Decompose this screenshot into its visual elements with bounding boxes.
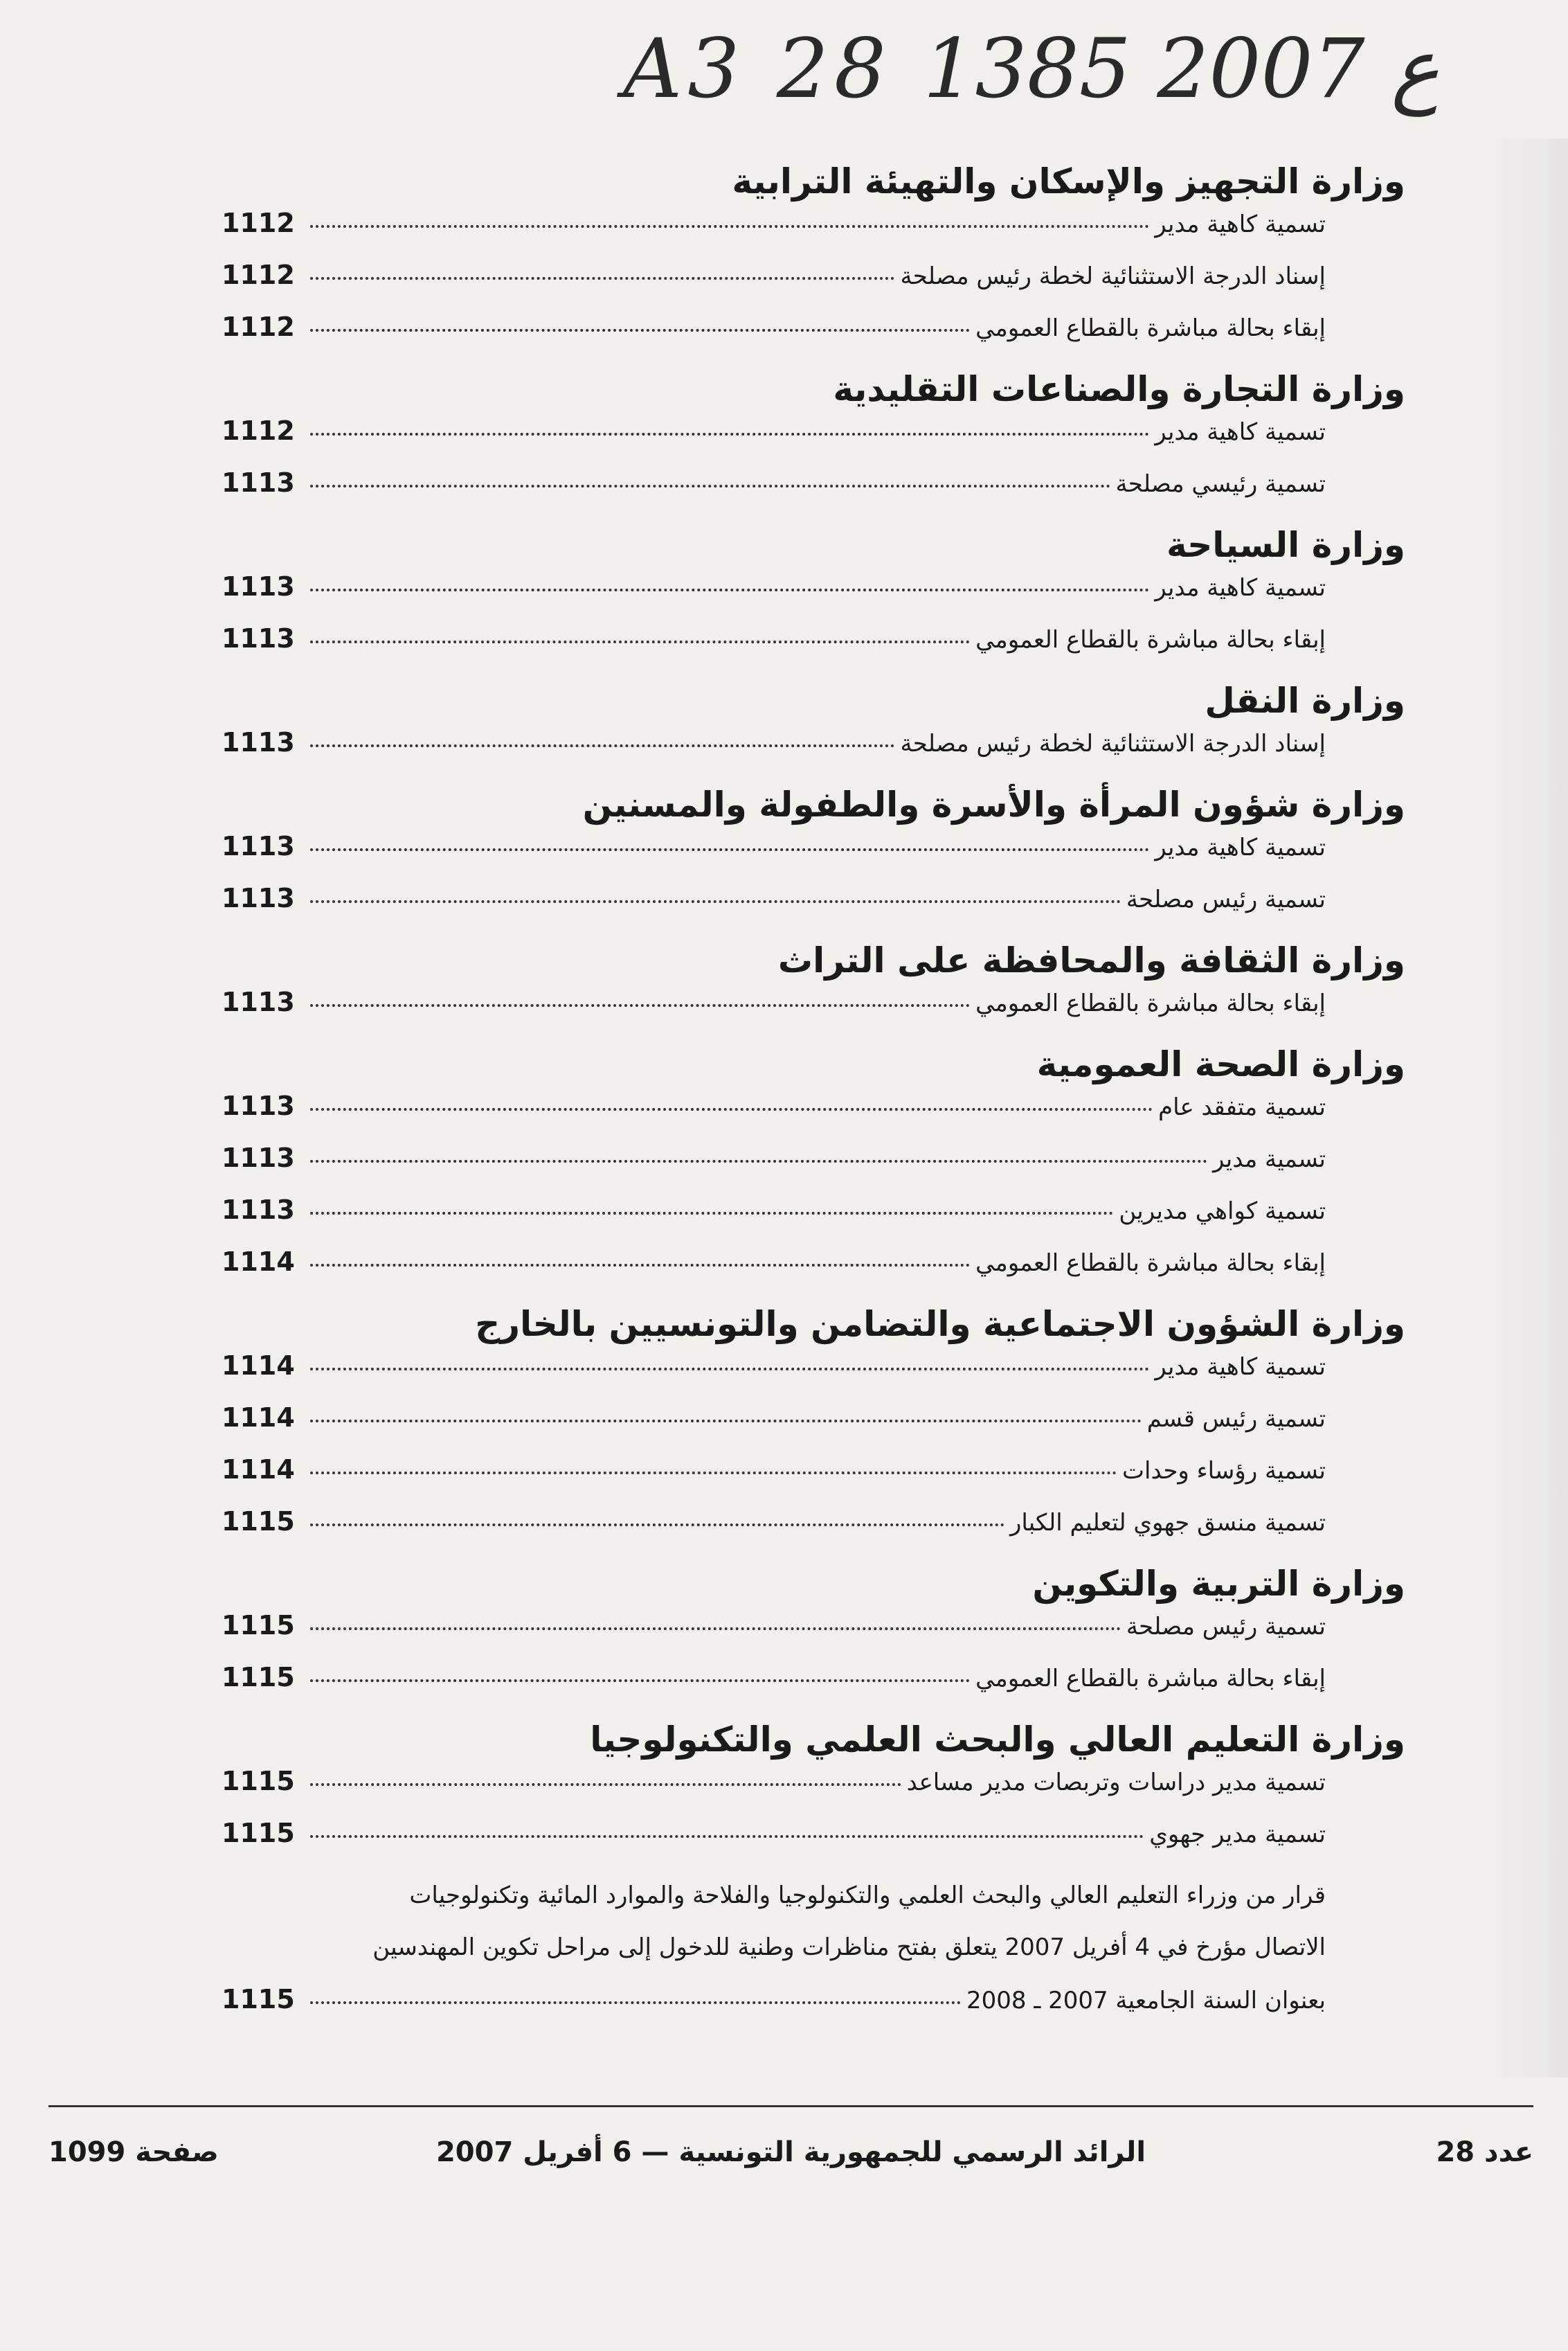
entry-page-number: 1113 [222,987,295,1017]
handwritten-note: A3 28 ع 2007 1385 [623,21,1440,116]
toc-entry [222,1662,1405,1714]
entry-text: تسمية مدير [1212,1145,1326,1173]
toc-entry [222,1246,1405,1298]
entry-page-number: 1115 [222,1818,295,1848]
entry-text: تسمية رئيس مصلحة [1126,1613,1326,1641]
ministry-heading: وزارة الثقافة والمحافظة على التراث [777,940,1405,981]
entry-page-number: 1113 [222,467,295,498]
toc-entry [222,1766,1405,1818]
toc-entry [222,1454,1405,1506]
decree-entry [222,1870,1405,2027]
entry-page-number: 1112 [222,260,295,290]
dot-leader [310,433,1149,436]
entry-text: تسمية كاهية مدير [1155,211,1326,238]
ministry-heading: وزارة الشؤون الاجتماعية والتضامن والتونسيين بالخارج [475,1304,1405,1344]
entry-page-number: 1114 [222,1454,295,1485]
entry-page-number: 1114 [222,1350,295,1381]
dot-leader [310,1264,970,1267]
entry-page-number: 1115 [222,1662,295,1692]
dot-leader [310,1160,1207,1163]
entry-page-number: 1113 [222,883,295,913]
entry-page-number: 1113 [222,1143,295,1173]
ministry-heading: وزارة الصحة العمومية [1036,1044,1405,1084]
toc-entry [222,883,1405,935]
decree-text-line: الاتصال مؤرخ في 4 أفريل 2007 يتعلق بفتح مناظرات وطنية للدخول إلى مراحل تكوين المهندسين [372,1933,1326,1961]
entry-page-number: 1113 [222,1091,295,1121]
toc-entry [222,1610,1405,1662]
decree-text-line: بعنوان السنة الجامعية 2007 ـ 2008 [966,1987,1326,2014]
dot-leader [310,1523,1004,1526]
dot-leader [310,1783,901,1786]
dot-leader [310,1368,1149,1370]
entry-page-number: 1112 [222,415,295,446]
toc-entry [222,1091,1405,1143]
ministry-heading: وزارة النقل [1205,681,1405,721]
toc-entry [222,415,1405,467]
page-number: صفحة 1099 [48,2136,219,2168]
entry-text: إبقاء بحالة مباشرة بالقطاع العمومي [975,1665,1326,1692]
entry-page-number: 1114 [222,1402,295,1433]
dot-leader [310,1835,1144,1838]
decree-last-line [222,1974,1326,2027]
entry-text: تسمية متفقد عام [1158,1093,1326,1121]
dot-leader [310,848,1149,851]
dot-leader [310,1472,1117,1474]
dot-leader [310,2001,961,2004]
dot-leader [310,1627,1121,1630]
ministry-heading: وزارة التجارة والصناعات التقليدية [833,369,1405,409]
entry-text: تسمية رؤساء وحدات [1122,1457,1326,1485]
page-footer [48,2136,1533,2185]
toc-entry [222,571,1405,623]
dot-leader [310,277,894,280]
entry-page-number: 1114 [222,1246,295,1277]
entry-text: إسناد الدرجة الاستثنائية لخطة رئيس مصلحة [900,730,1326,758]
toc-entry [222,260,1405,312]
entry-text: تسمية كاهية مدير [1155,1353,1326,1381]
ministry-heading: وزارة التربية والتكوين [1032,1564,1405,1604]
toc-entry [222,1350,1405,1402]
entry-page-number: 1115 [222,1506,295,1537]
decree-text-line: قرار من وزراء التعليم العالي والبحث العلمي والتكنولوجيا والفلاحة والموارد المائية وتكنولوجيات [409,1881,1326,1909]
entry-text: تسمية كاهية مدير [1155,418,1326,446]
table-of-contents [222,156,1405,2027]
toc-entry [222,312,1405,364]
dot-leader [310,485,1110,488]
entry-text: تسمية كاهية مدير [1155,574,1326,602]
dot-leader [310,1212,1113,1215]
toc-entry [222,987,1405,1039]
entry-text: تسمية مدير جهوي [1149,1821,1326,1848]
entry-text: إسناد الدرجة الاستثنائية لخطة رئيس مصلحة [900,262,1326,290]
toc-entry [222,208,1405,260]
entry-page-number: 1112 [222,312,295,342]
entry-page-number: 1113 [222,727,295,758]
dot-leader [310,225,1149,228]
dot-leader [310,1679,970,1682]
publication-title: الرائد الرسمي للجمهورية التونسية — 6 أفريل 2007 [435,2136,1146,2168]
entry-text: إبقاء بحالة مباشرة بالقطاع العمومي [975,314,1326,342]
entry-text: إبقاء بحالة مباشرة بالقطاع العمومي [975,1249,1326,1277]
entry-text: تسمية كواهي مديرين [1119,1197,1326,1225]
footer-rule [48,2105,1533,2107]
entry-page-number: 1113 [222,623,295,654]
entry-page-number: 1115 [222,1610,295,1641]
dot-leader [310,589,1149,591]
ministry-heading: وزارة التعليم العالي والبحث العلمي والتكنولوجيا [590,1719,1405,1760]
ministry-heading: وزارة شؤون المرأة والأسرة والطفولة والمسنين [582,785,1405,825]
entry-text: تسمية رئيسي مصلحة [1115,470,1326,498]
entry-text: تسمية منسق جهوي لتعليم الكبار [1010,1509,1326,1537]
ministry-heading: وزارة السياحة [1166,525,1405,565]
toc-entry [222,727,1405,779]
toc-entry [222,1195,1405,1246]
dot-leader [310,641,970,643]
toc-entry [222,1402,1405,1454]
toc-entry [222,1818,1405,1870]
entry-text: إبقاء بحالة مباشرة بالقطاع العمومي [975,990,1326,1017]
entry-page-number: 1112 [222,208,295,238]
entry-text: إبقاء بحالة مباشرة بالقطاع العمومي [975,626,1326,654]
entry-page-number: 1115 [222,1766,295,1796]
issue-number: عدد 28 [1436,2136,1533,2168]
dot-leader [310,744,894,747]
entry-text: تسمية كاهية مدير [1155,834,1326,861]
toc-entry [222,1506,1405,1558]
dot-leader [310,1420,1142,1422]
toc-entry [222,467,1405,519]
page-edge-shadow [1485,138,1568,2077]
entry-page-number: 1113 [222,571,295,602]
dot-leader [310,1108,1153,1111]
toc-entry [222,831,1405,883]
dot-leader [310,329,970,332]
entry-page-number: 1115 [222,1984,295,2014]
toc-entry [222,1143,1405,1195]
entry-text: تسمية رئيس مصلحة [1126,886,1326,913]
toc-entry [222,623,1405,675]
entry-page-number: 1113 [222,1195,295,1225]
ministry-heading: وزارة التجهيز والإسكان والتهيئة الترابية [732,161,1405,202]
entry-page-number: 1113 [222,831,295,861]
entry-text: تسمية مدير دراسات وتربصات مدير مساعد [906,1769,1326,1796]
entry-text: تسمية رئيس قسم [1146,1405,1326,1433]
dot-leader [310,1004,970,1007]
dot-leader [310,900,1121,903]
